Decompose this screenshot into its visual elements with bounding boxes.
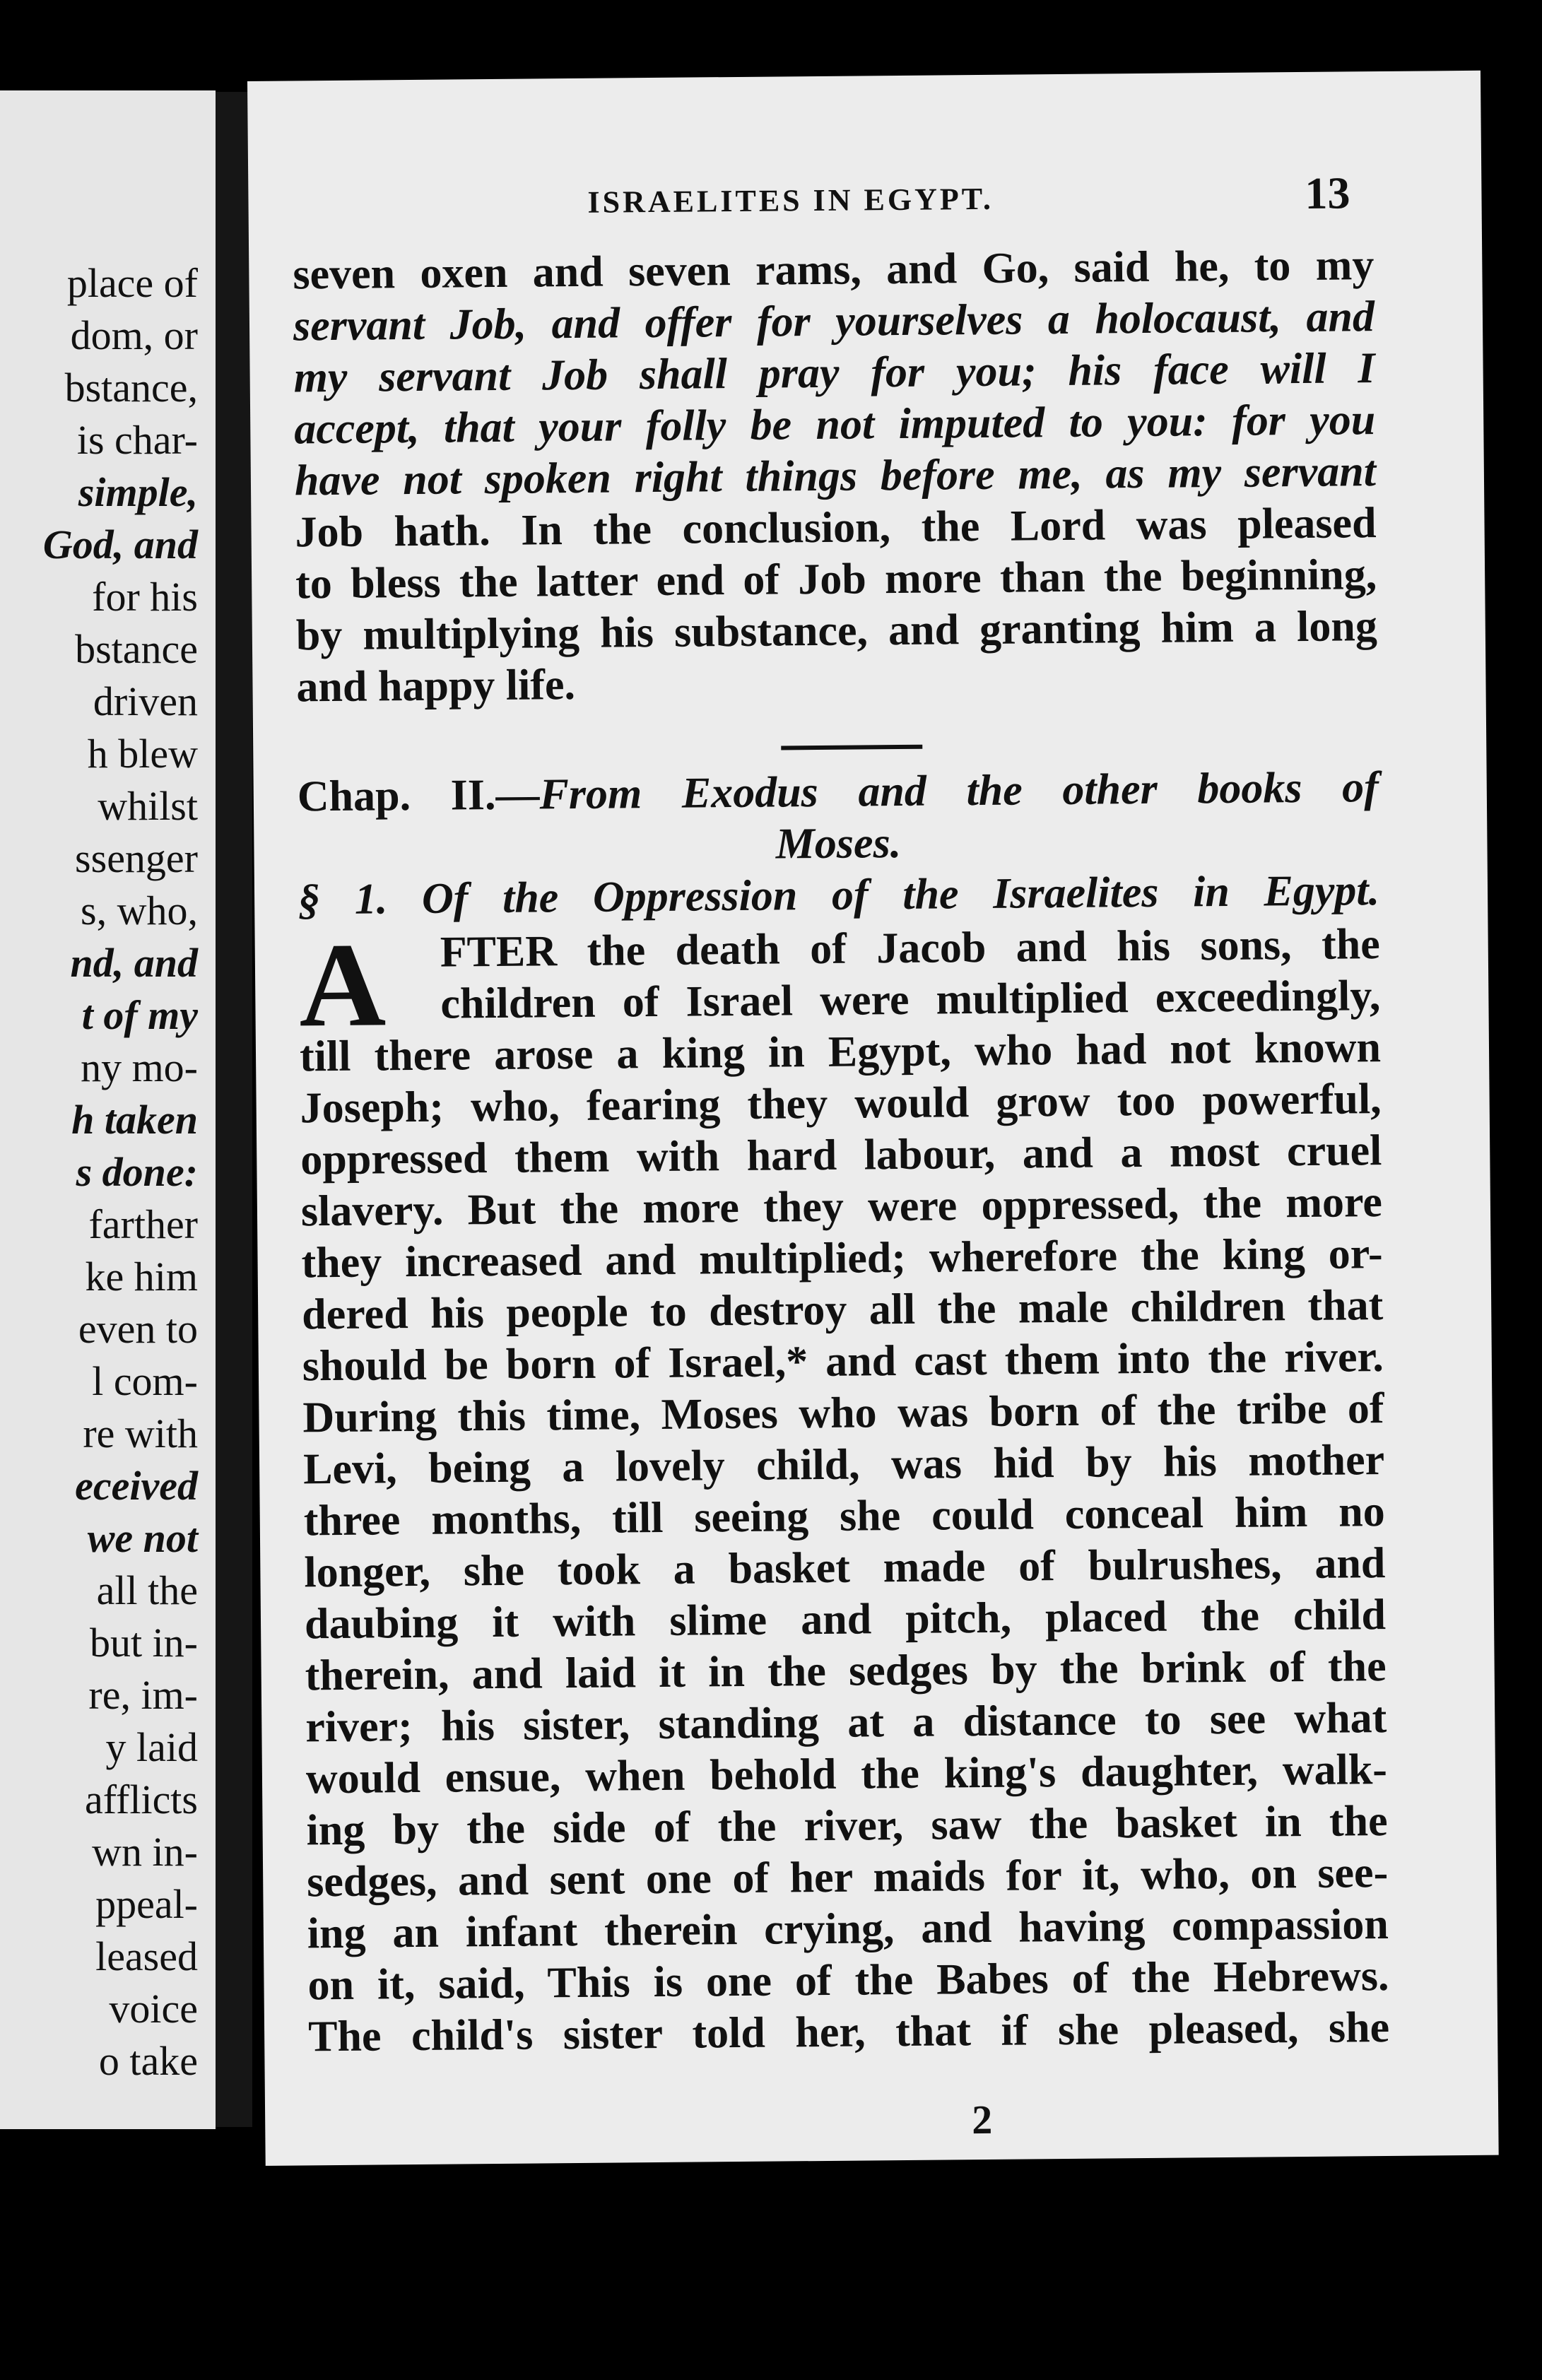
text-line: have not spoken right things before me, as my servant	[294, 447, 1377, 505]
text-line: till there arose a king in Egypt, who had not known	[299, 1023, 1382, 1081]
text-line: servant Job, and offer for yourselves a holocaust, and	[293, 293, 1375, 350]
left-page-line: re, im-	[88, 1672, 198, 1718]
text-line: they increased and multiplied; wherefore the king or-	[301, 1230, 1383, 1288]
text-line: slavery. But the more they were oppressed, the more	[300, 1178, 1383, 1236]
text-line: daubing it with slime and pitch, placed the child	[304, 1591, 1387, 1649]
text-line: river; his sister, standing at a distance to see what	[305, 1694, 1387, 1752]
left-page-line: bstance,	[64, 365, 198, 411]
left-page-line: even to	[78, 1306, 198, 1352]
chapter-label: Chap. II.—	[297, 770, 540, 821]
left-page-line: dom, or	[70, 312, 198, 358]
text-line: to bless the latter end of Job more than the beginning,	[295, 550, 1377, 608]
text-line: oppressed them with hard labour, and a most cruel	[300, 1126, 1382, 1184]
section-rule	[781, 745, 922, 750]
left-page-line: h blew	[87, 731, 198, 777]
chapter-title-line2: Moses.	[775, 818, 902, 868]
left-page-line: y laid	[105, 1724, 198, 1770]
text-line: my servant Job shall pray for you; his face will I	[293, 344, 1375, 402]
left-page-line: whilst	[98, 783, 198, 829]
text-line: on it, said, This is one of the Babes of the Hebrews.	[307, 1952, 1389, 2010]
text-line: ing by the side of the river, saw the basket in the	[306, 1797, 1388, 1855]
text-line: longer, she took a basket made of bulrushes, and	[304, 1539, 1386, 1597]
left-page-line: re with	[83, 1410, 198, 1456]
book-gutter	[216, 92, 252, 2127]
text-line: by multiplying his substance, and granting him a long	[295, 602, 1378, 660]
page-number: 13	[1305, 167, 1350, 218]
page-body	[293, 240, 1389, 2063]
right-page	[247, 71, 1499, 2166]
left-page-line: s done:	[76, 1149, 198, 1195]
text-line: and happy life.	[296, 660, 576, 712]
drop-cap: A	[298, 918, 387, 1052]
left-page-line: wn in-	[92, 1829, 198, 1875]
section-heading: § 1. Of the Oppression of the Israelites in Egypt.	[298, 866, 1380, 924]
text-line: would ensue, when behold the king's daughter, walk-	[305, 1745, 1388, 1803]
left-page-line: afflicts	[85, 1777, 198, 1822]
signature-mark: 2	[971, 2096, 993, 2143]
left-page-line: farther	[88, 1201, 198, 1247]
left-page-line: all the	[96, 1567, 198, 1613]
text-line: sedges, and sent one of her maids for it, who, on see-	[306, 1849, 1389, 1907]
text-line: Levi, being a lovely child, was hid by his mother	[302, 1436, 1385, 1494]
text-line: Job hath. In the conclusion, the Lord was pleased	[295, 499, 1377, 557]
text-line: therein, and laid it in the sedges by the brink of the	[305, 1642, 1387, 1700]
left-page-line: ssenger	[75, 835, 198, 881]
left-page-line: driven	[93, 678, 198, 724]
left-page-line: l com-	[92, 1358, 198, 1404]
text-line: should be born of Israel,* and cast them into the river.	[302, 1333, 1384, 1391]
running-header: ISRAELITES IN EGYPT.	[587, 181, 994, 220]
left-page-line: for his	[92, 574, 198, 620]
left-page-line: voice	[109, 1986, 198, 2032]
text-line: During this time, Moses who was born of the tribe of	[302, 1384, 1384, 1442]
left-page-line: t of my	[81, 992, 198, 1038]
left-page-line: nd, and	[70, 940, 198, 986]
left-page-line: bstance	[75, 626, 198, 672]
text-line: seven oxen and seven rams, and Go, said he, to my	[293, 241, 1375, 299]
left-page-line: is char-	[76, 417, 198, 463]
left-page-line: o take	[98, 2038, 198, 2084]
body-paragraph	[298, 919, 1389, 2063]
left-page-line: leased	[95, 1933, 198, 1979]
text-line: ing an infant therein crying, and having compassion	[307, 1900, 1389, 1958]
left-page-text	[0, 257, 205, 2087]
left-page-line: God, and	[42, 522, 198, 567]
left-page-line: eceived	[75, 1463, 198, 1509]
left-page-line: we not	[87, 1515, 198, 1561]
text-line: accept, that your folly be not imputed to you: for you	[294, 396, 1376, 454]
text-line: dered his people to destroy all the male children that	[301, 1281, 1384, 1339]
text-line: three months, till seeing she could conceal him no	[303, 1488, 1386, 1545]
left-page-line: simple,	[78, 469, 198, 515]
left-page-line: place of	[66, 260, 198, 306]
text-line: FTER the death of Jacob and his sons, the	[440, 920, 1381, 977]
left-page-line: ke him	[85, 1254, 198, 1300]
left-page-line: h taken	[71, 1097, 198, 1143]
top-paragraph	[293, 240, 1378, 713]
text-line: Joseph; who, fearing they would grow too powerful,	[300, 1075, 1382, 1133]
left-page-line: ppeal-	[95, 1881, 198, 1927]
text-line: The child's sister told her, that if she pleased, she	[307, 2003, 1390, 2061]
left-page-line: s, who,	[81, 888, 198, 933]
chapter-heading	[298, 762, 1379, 823]
left-page	[0, 90, 216, 2129]
left-page-line: but in-	[89, 1620, 198, 1666]
text-line: children of Israel were multiplied exceedingly,	[440, 972, 1381, 1028]
chapter-title-line1: From Exodus and the other books of	[539, 763, 1379, 819]
left-page-line: ny mo-	[81, 1044, 198, 1090]
